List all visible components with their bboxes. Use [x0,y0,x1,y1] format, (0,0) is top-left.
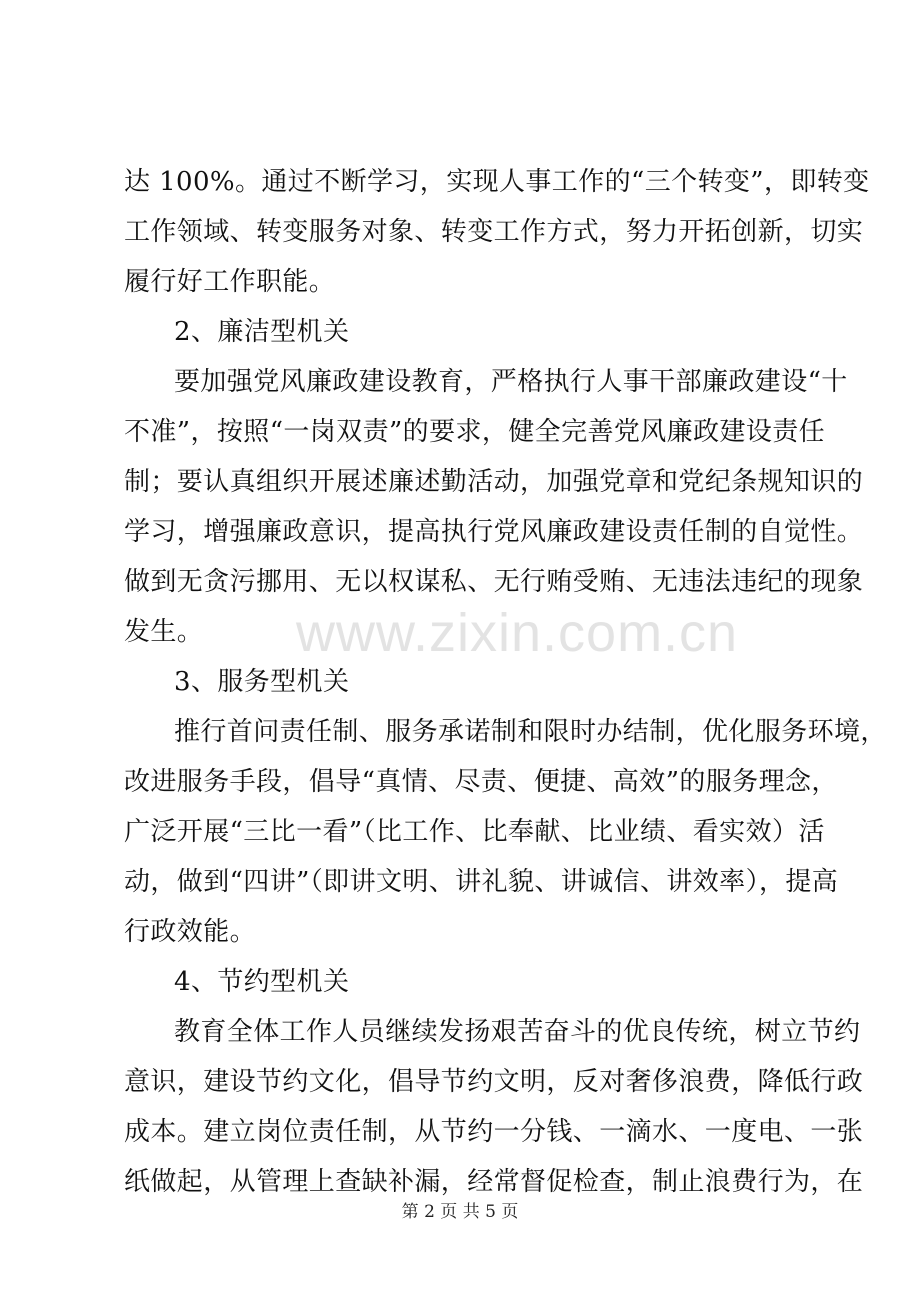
body-text-line: 教育全体工作人员继续发扬艰苦奋斗的优良传统，树立节约 [174,1017,861,1047]
body-text-line: 要加强党风廉政建设教育，严格执行人事干部廉政建设“十 [174,367,848,397]
body-text-line: 广泛开展“三比一看”（比工作、比奉献、比业绩、看实效）活 [124,817,825,847]
body-text-line: 改进服务手段，倡导“真情、尽责、便捷、高效”的服务理念， [124,767,838,797]
page-footer: 第 2 页 共 5 页 [401,1202,519,1222]
body-text-line: 推行首问责任制、服务承诺制和限时办结制，优化服务环境， [174,717,887,747]
body-text-line: 做到无贪污挪用、无以权谋私、无行贿受贿、无违法违纪的现象 [124,567,864,597]
section-heading: 4、节约型机关 [174,967,350,997]
body-text-line: 动，做到“四讲”（即讲文明、讲礼貌、讲诚信、讲效率），提高 [124,867,839,897]
body-text-line: 制；要认真组织开展述廉述勤活动，加强党章和党纪条规知识的 [124,467,864,497]
body-text-line: 成本。建立岗位责任制，从节约一分钱、一滴水、一度电、一张 [124,1117,864,1147]
section-heading: 3、服务型机关 [174,667,350,697]
body-text-line: 工作领域、转变服务对象、转变工作方式，努力开拓创新，切实 [124,217,864,247]
body-text-line: 行政效能。 [124,917,257,947]
body-text-line: 发生。 [124,617,204,647]
body-text-line: 意识，建设节约文化，倡导节约文明，反对奢侈浪费，降低行政 [124,1067,864,1097]
body-text-line: 履行好工作职能。 [124,267,336,297]
watermark: www.zixin.com.cn [296,603,739,663]
body-text-line: 不准”，按照“一岗双责”的要求，健全完善党风廉政建设责任 [124,417,826,447]
body-text-line: 学习，增强廉政意识，提高执行党风廉政建设责任制的自觉性。 [124,517,864,547]
body-text-line: 纸做起，从管理上查缺补漏，经常督促检查，制止浪费行为，在 [124,1167,864,1197]
body-text-line: 达 100%。通过不断学习，实现人事工作的“三个转变”，即转变 [124,167,870,197]
section-heading: 2、廉洁型机关 [174,317,350,347]
